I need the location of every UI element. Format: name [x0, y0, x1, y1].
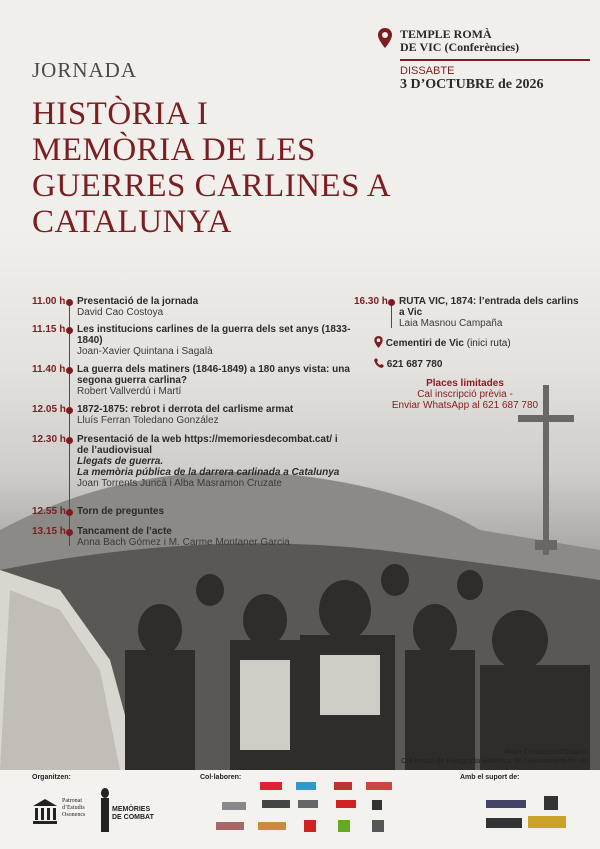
item-time: 12.55 h	[32, 506, 66, 517]
route-speakers: Laia Masnou Campaña	[399, 318, 503, 329]
title-line: HISTÒRIA I	[32, 96, 209, 132]
phone-number: 621 687 780	[386, 359, 443, 370]
item-subtitle-italic: La memòria pública de la darrera carlinada a Catalunya	[77, 467, 340, 478]
header-divider	[400, 59, 590, 61]
timeline-dot	[66, 437, 73, 444]
route-title: RUTA VIC, 1874: l’entrada dels carlins a Vic	[399, 296, 579, 318]
location-pin-icon	[378, 28, 392, 48]
item-title: Presentació de la web https://memoriesdecombat.cat/ i de l’audiovisual	[77, 434, 338, 456]
kicker-jornada: JORNADA	[32, 58, 138, 82]
title-line: MEMÒRIA DE LES	[32, 132, 316, 168]
meeting-place: Cementiri de Vic	[385, 338, 464, 349]
collaborator-logo	[298, 800, 318, 808]
credit-line-1: Arxiu Comarcal d’Osona,	[504, 747, 588, 756]
collaborator-logo	[304, 820, 316, 832]
collaborator-logo	[258, 822, 286, 830]
phone-icon	[374, 358, 384, 368]
item-speakers: Lluís Ferran Toledano González	[77, 415, 219, 426]
page-title	[32, 96, 462, 240]
collaborator-logo	[372, 800, 382, 810]
location-pin-icon	[374, 336, 383, 348]
collaborator-logo	[262, 800, 290, 808]
collaborators-label: Col·laboren:	[200, 774, 242, 781]
support-label: Amb el suport de:	[460, 774, 520, 781]
collaborator-logo	[222, 802, 246, 810]
patronat-logo-icon	[32, 798, 58, 824]
item-time: 11.15 h	[32, 324, 66, 335]
memories-logo-icon	[100, 788, 110, 832]
route-time: 16.30 h	[354, 296, 388, 307]
meeting-place-note: (inici ruta)	[466, 338, 511, 349]
venue-line-2: DE VIC (Conferències)	[400, 40, 520, 54]
item-speakers: David Cao Costoya	[77, 307, 164, 318]
item-speakers: Joan Torrents Juncà i Alba Masramon Cruzate	[77, 478, 282, 489]
org1-line: d’Estudis	[62, 805, 85, 811]
support-logo	[544, 796, 558, 810]
collaborator-logo	[216, 822, 244, 830]
title-line: CATALUNYA	[32, 204, 232, 240]
route-phone[interactable]	[374, 358, 442, 370]
event-date: 3 D’OCTUBRE de 2026	[400, 77, 544, 92]
org2-line: MEMÒRIES	[112, 806, 151, 813]
item-title: Les institucions carlines de la guerra dels set anys (1833-1840)	[77, 324, 351, 346]
item-title: 1872-1875: rebrot i derrota del carlisme armat	[77, 404, 294, 415]
collaborator-logo	[296, 782, 316, 790]
timeline-dot	[66, 529, 73, 536]
timeline-dot	[66, 367, 73, 374]
title-line: GUERRES CARLINES A	[32, 168, 392, 204]
item-time: 11.00 h	[32, 296, 66, 307]
item-title: Presentació de la jornada	[77, 296, 199, 307]
item-time: 12.05 h	[32, 404, 66, 415]
item-speakers: Robert Vallverdú i Martí	[77, 386, 182, 397]
timeline-dot	[66, 407, 73, 414]
item-time: 11.40 h	[32, 364, 66, 375]
patronat-logo-text	[62, 798, 85, 819]
org1-line: Patronat	[62, 798, 82, 804]
item-time: 12.30 h	[32, 434, 66, 445]
credit-line-2: Col·lecció de Fotografia Històrica de l’Ajuntament de Vic	[400, 756, 588, 765]
item-title: Torn de preguntes	[77, 506, 165, 517]
organizers-label: Organitzen:	[32, 774, 71, 781]
collaborator-logo	[336, 800, 356, 808]
collaborator-logo	[372, 820, 384, 832]
places-limited-note	[350, 378, 580, 411]
org2-line: DE COMBAT	[112, 814, 154, 821]
item-speakers: Anna Bach Gómez i M. Carme Montaner Garcia	[77, 537, 290, 548]
timeline-dot	[388, 299, 395, 306]
support-logo	[528, 816, 566, 828]
route-meeting-point	[374, 336, 511, 349]
limited-line-2: Enviar WhatsApp al 621 687 780	[391, 400, 539, 411]
venue-name	[400, 28, 580, 54]
timeline-dot	[66, 327, 73, 334]
org1-line: Osonencs	[62, 812, 86, 818]
item-time: 13.15 h	[32, 526, 66, 537]
item-title-italic: Llegats de guerra.	[77, 456, 164, 467]
collaborator-logo	[334, 782, 352, 790]
timeline-dot	[66, 299, 73, 306]
support-logo	[486, 800, 526, 808]
event-day: DISSABTE	[400, 65, 455, 77]
photo-credit	[401, 747, 588, 765]
collaborator-logo	[260, 782, 282, 790]
item-speakers: Joan-Xavier Quintana i Sagalà	[77, 346, 213, 357]
limited-title: Places limitades	[426, 378, 504, 389]
limited-line-1: Cal inscripció prèvia -	[417, 389, 513, 400]
sponsors-footer	[0, 770, 600, 849]
timeline-dot	[66, 509, 73, 516]
item-title: La guerra dels matiners (1846-1849) a 180 anys vista: una segona guerra carlina?	[77, 364, 350, 386]
venue-line-1: TEMPLE ROMÀ	[400, 27, 492, 41]
item-title: Tancament de l’acte	[77, 526, 172, 537]
collaborator-logo	[338, 820, 350, 832]
support-logo	[486, 818, 522, 828]
memories-logo-text	[112, 806, 154, 822]
collaborator-logo	[366, 782, 392, 790]
